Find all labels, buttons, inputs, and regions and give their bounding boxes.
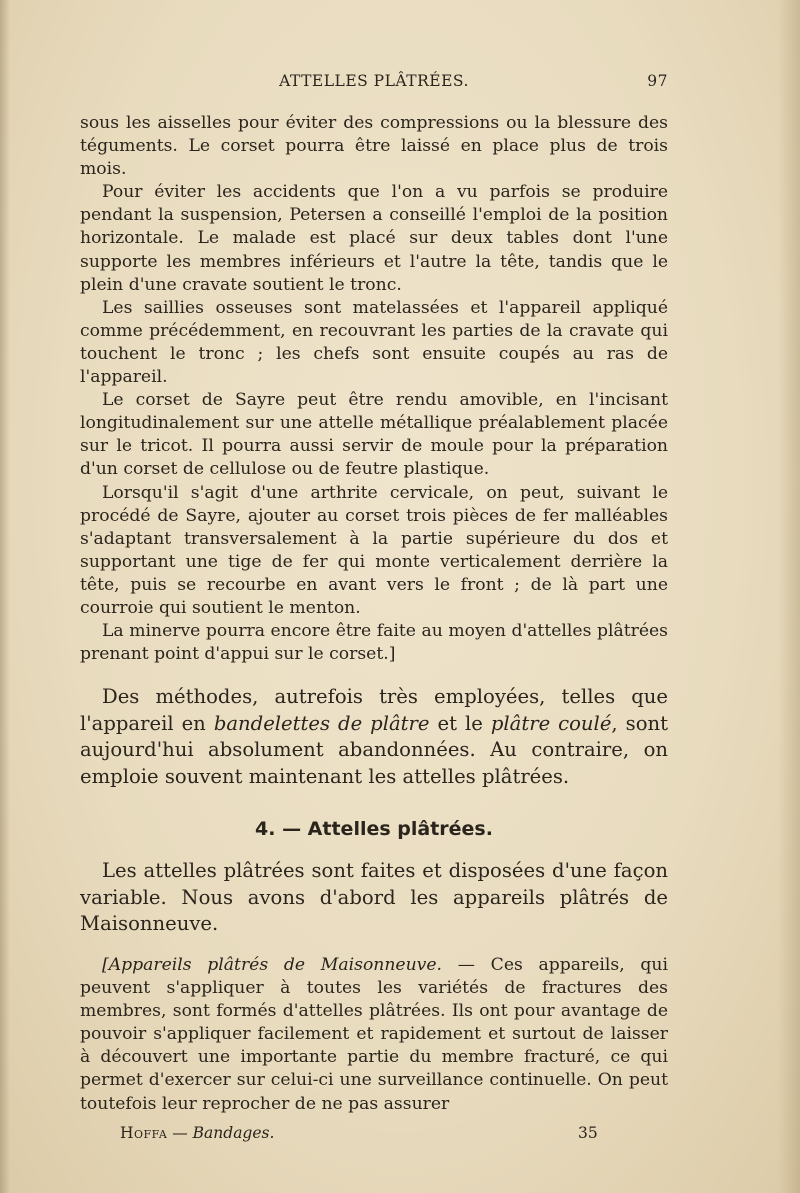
methods-text-middle: et le — [429, 711, 491, 735]
maisonneuve-italic-lead: [Appareils plâtrés de Maisonneuve. — [102, 955, 443, 975]
paragraph-arthrite-cervicale: Lorsqu'il s'agit d'une arthrite cervicale, on peut, suivant le procédé de Sayre, ajouter au corset trois pièces de fer malléables s'adaptant transversalement à la partie supérieure du dos et supportant une tige de fer qui monte verticalement derrière la tête, puis se recourbe en avant vers le front ; de là part une courroie qui soutient le menton. — [80, 482, 668, 618]
methods-italic-bandelettes: bandelettes de plâtre — [213, 711, 430, 735]
paragraph-intro: Les attelles plâtrées sont faites et disposées d'une façon variable. Nous avons d'abord les appareils plâtrés de Maisonneuve. — [80, 859, 668, 936]
methods-text-after: , sont aujourd'hui absolument abandonnées. Au contraire, on emploie souvent maintenant les attelles plâtrées. — [80, 711, 668, 788]
footer-title: Bandages. — [192, 1124, 275, 1142]
methods-italic-platre-coule: plâtre coulé — [490, 711, 612, 735]
maisonneuve-text: — Ces appareils, qui peuvent s'appliquer à toutes les variétés de fractures des membres, sont formés d'attelles plâtrées. Ils ont pour avantage de pouvoir s'appliquer facilement et rapidement et surtout de laisser à découvert une importante partie du membre fracturé, ce qui permet d'exercer sur celui-ci une surveillance continuelle. On peut toutefois leur reprocher de ne pas assurer — [80, 955, 669, 1114]
page-edge-right — [778, 0, 800, 1193]
methods-block — [80, 684, 668, 790]
maisonneuve-block — [80, 954, 668, 1116]
paragraph-minerve: La minerve pourra encore être faite au moyen d'attelles plâtrées prenant point d'appui sur le corset.] — [80, 621, 668, 665]
page-edge-left — [0, 0, 10, 1193]
running-header — [80, 72, 668, 96]
paragraph-sayre-amovible: Le corset de Sayre peut être rendu amovible, en l'incisant longitudinalement sur une attelle métallique préalablement placée sur le tricot. Il pourra aussi servir de moule pour la préparation d'un corset de cellulose ou de feutre plastique. — [80, 390, 668, 480]
intro-block — [80, 858, 668, 938]
paragraph-petersen: Pour éviter les accidents que l'on a vu parfois se produire pendant la suspension, Petersen a conseillé l'emploi de la position horizontale. Le malade est placé sur deux tables dont l'une supporte les membres inférieurs et l'autre la tête, tandis que le plein d'une cravate soutient le tronc. — [80, 182, 668, 295]
footer-signature: 35 — [578, 1124, 598, 1142]
footer-citation — [120, 1124, 274, 1142]
footer-separator: — — [167, 1124, 193, 1142]
paragraph-methods — [80, 684, 668, 790]
methods-text-before: Des méthodes, autrefois très employées, telles que l'appareil en — [80, 685, 668, 735]
paragraph-maisonneuve — [80, 954, 668, 1116]
small-text-block — [80, 112, 668, 666]
paragraph-saillies: Les saillies osseuses sont matelassées et l'appareil appliqué comme précédemment, en recouvrant les parties de la cravate qui touchent le tronc ; les chefs sont ensuite coupés au ras de l'appareil. — [80, 297, 668, 388]
section-heading: 4. — Attelles plâtrées. — [255, 818, 493, 840]
paragraph-continuation: sous les aisselles pour éviter des compressions ou la blessure des téguments. Le corset pourra être laissé en place plus de trois mois. — [80, 113, 668, 180]
page-footer — [120, 1124, 600, 1148]
page-number: 97 — [647, 72, 668, 90]
running-title: ATTELLES PLÂTRÉES. — [279, 72, 469, 90]
footer-author: Hoffa — [120, 1124, 168, 1142]
